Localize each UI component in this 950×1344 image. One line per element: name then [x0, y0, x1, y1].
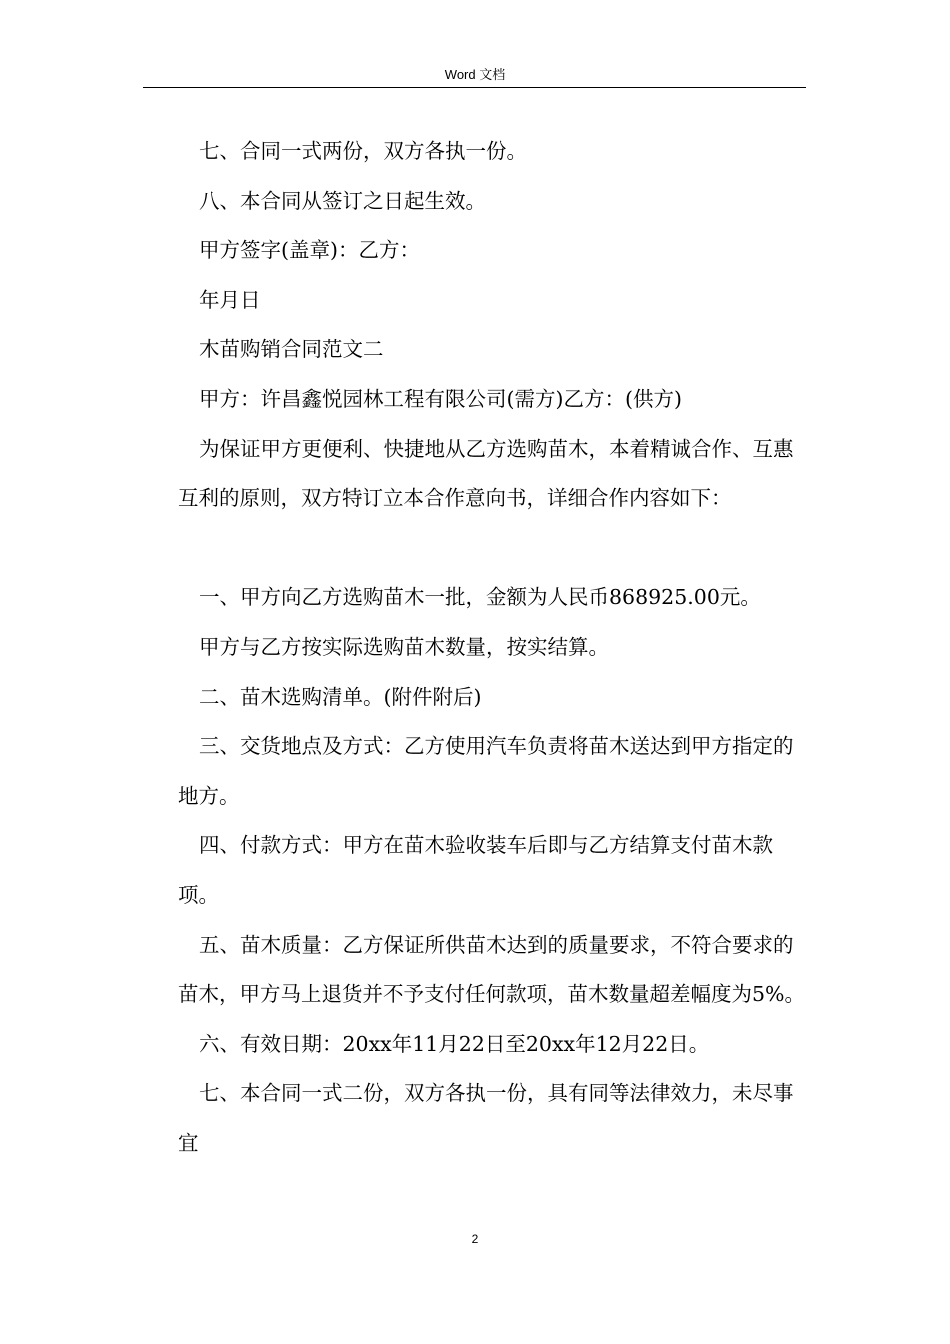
signature-line: 甲方签字(盖章)：乙方： [199, 238, 420, 263]
section-title: 木苗购销合同范文二 [199, 337, 384, 362]
clause-two-list: 二、苗木选购清单。(附件附后) [199, 684, 482, 709]
blank-line [178, 524, 806, 574]
clause-eight-effective: 八、本合同从签订之日起生效。 [199, 188, 486, 213]
page-header: Word 文档 [444, 67, 506, 82]
parties-line: 甲方：许昌鑫悦园林工程有限公司(需方)乙方：(供方) [199, 386, 682, 411]
document-body [178, 127, 806, 1168]
clause-seven-copies-second: 七、本合同一式二份，双方各执一份，具有同等法律效力，未尽事宜 [178, 1081, 794, 1155]
settlement-note: 甲方与乙方按实际选购苗木数量，按实结算。 [199, 634, 609, 659]
clause-four-payment: 四、付款方式：甲方在苗木验收装车后即与乙方结算支付苗木款项。 [178, 833, 773, 907]
clause-three-delivery: 三、交货地点及方式：乙方使用汽车负责将苗木送达到甲方指定的地方。 [178, 734, 794, 808]
clause-six-validity: 六、有效日期：20xx年11月22日至20xx年12月22日。 [199, 1031, 710, 1056]
clause-one-amount: 一、甲方向乙方选购苗木一批，金额为人民币868925.00元。 [199, 585, 761, 610]
clause-five-quality: 五、苗木质量：乙方保证所供苗木达到的质量要求，不符合要求的苗木，甲方马上退货并不予支付任何款项，苗木数量超差幅度为5%。 [178, 932, 806, 1007]
intro-paragraph: 为保证甲方更便利、快捷地从乙方选购苗木，本着精诚合作、互惠互利的原则，双方特订立本合作意向书，详细合作内容如下： [178, 436, 794, 511]
page-number: 2 [471, 1232, 479, 1246]
clause-seven-copies: 七、合同一式两份，双方各执一份。 [199, 139, 527, 163]
date-line: 年月日 [199, 287, 261, 312]
header-rule [143, 87, 806, 88]
